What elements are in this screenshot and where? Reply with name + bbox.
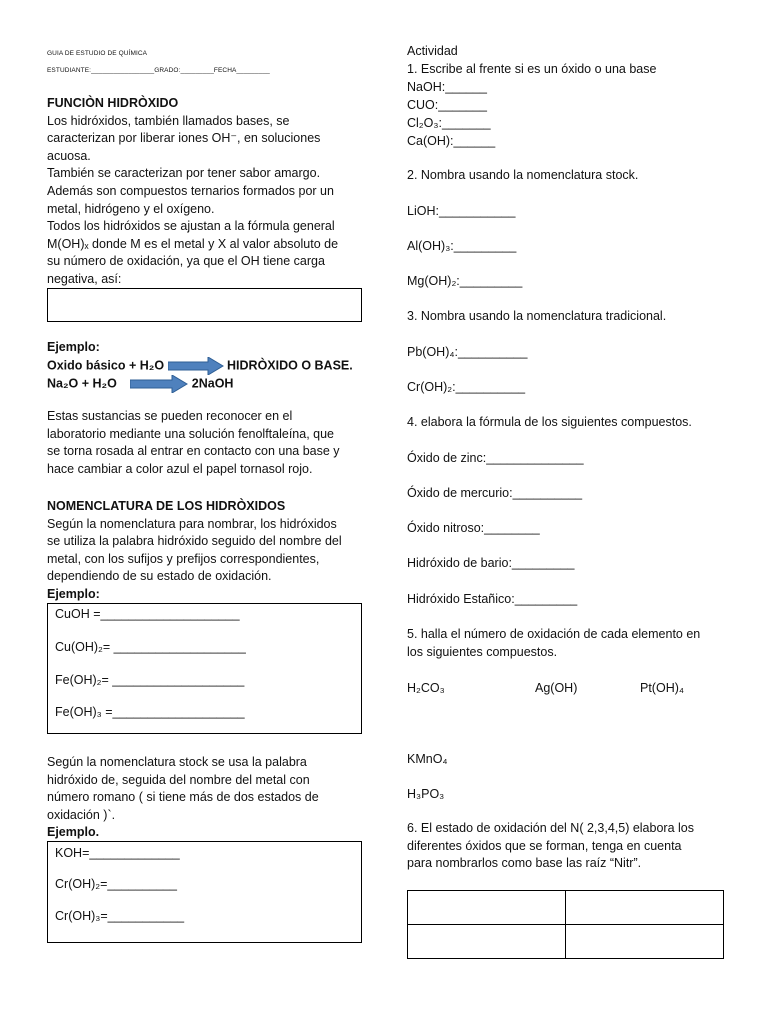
answer-line[interactable]: NaOH:______ bbox=[407, 80, 487, 94]
exercise-item[interactable]: Fe(OH)₃ =___________________ bbox=[55, 705, 245, 719]
activity-title: Actividad bbox=[407, 44, 458, 58]
arrow-right-icon bbox=[168, 357, 224, 375]
table-row bbox=[408, 925, 724, 959]
question-6-line: 6. El estado de oxidación del N( 2,3,4,5) elabora los bbox=[407, 821, 694, 835]
answer-line[interactable]: Óxido nitroso:________ bbox=[407, 521, 540, 535]
text-line: laboratorio mediante una solución fenolftaleína, que bbox=[47, 426, 335, 441]
question-6-line: para nombrarlos como base las raíz “Nitr”. bbox=[407, 856, 642, 871]
text-line: negativa, así: bbox=[47, 271, 122, 286]
section-heading-nomenclature: NOMENCLATURA DE LOS HIDRÒXIDOS bbox=[47, 499, 286, 513]
exercise-box-traditional bbox=[47, 603, 362, 734]
lab-paragraph bbox=[47, 408, 367, 478]
answer-line[interactable]: Ca(OH):______ bbox=[407, 134, 496, 148]
answer-line[interactable]: LiOH:___________ bbox=[407, 204, 516, 218]
question-5-line: 5. halla el número de oxidación de cada elemento en bbox=[407, 627, 701, 641]
table-row bbox=[408, 891, 724, 925]
compound: KMnO₄ bbox=[407, 752, 448, 766]
guide-title: GUIA DE ESTUDIO DE QUÍMICA bbox=[47, 50, 148, 57]
text-line: Estas sustancias se pueden reconocer en el bbox=[47, 409, 293, 423]
text-line: caracterizan por liberar iones OH⁻, en soluciones bbox=[47, 131, 321, 146]
table-cell[interactable] bbox=[408, 891, 566, 925]
nomenclature-section bbox=[47, 498, 367, 604]
compound: Pt(OH)₄ bbox=[640, 681, 684, 695]
reaction-reactants: Oxido básico + H₂O bbox=[47, 357, 165, 372]
text-line: hace cambiar a color azul el papel tornasol rojo. bbox=[47, 461, 313, 476]
text-line: También se caracterizan por tener sabor amargo. bbox=[47, 166, 321, 181]
question-6-line: diferentes óxidos que se forman, tenga en cuenta bbox=[407, 838, 682, 853]
answer-line[interactable]: Mg(OH)₂:_________ bbox=[407, 274, 523, 288]
reaction-general bbox=[47, 357, 367, 375]
exercise-item[interactable]: CuOH =____________________ bbox=[55, 607, 240, 621]
exercise-item[interactable]: KOH=_____________ bbox=[55, 846, 180, 860]
question-3: 3. Nombra usando la nomenclatura tradicional. bbox=[407, 309, 667, 323]
text-line: se utiliza la palabra hidróxido seguido del nombre del bbox=[47, 534, 342, 549]
text-line: hidróxido de, seguida del nombre del metal con bbox=[47, 772, 310, 787]
table-cell[interactable] bbox=[566, 925, 724, 959]
answer-line[interactable]: Pb(OH)₄:__________ bbox=[407, 345, 528, 359]
table-cell[interactable] bbox=[408, 925, 566, 959]
compound: H₃PO₃ bbox=[407, 787, 445, 801]
text-line: M(OH)ₓ donde M es el metal y X al valor absoluto de bbox=[47, 236, 339, 251]
text-line: Según la nomenclatura para nombrar, los hidróxidos bbox=[47, 516, 337, 531]
text-line: se torna rosada al entrar en contacto con una base y bbox=[47, 444, 340, 459]
compound: Ag(OH) bbox=[535, 681, 578, 695]
compound: H₂CO₃ bbox=[407, 681, 445, 695]
formula-answer-box[interactable] bbox=[47, 288, 362, 322]
intro-paragraph bbox=[47, 113, 367, 289]
table-cell[interactable] bbox=[566, 891, 724, 925]
question-5-line: los siguientes compuestos. bbox=[407, 645, 558, 659]
question-1: 1. Escribe al frente si es un óxido o una base bbox=[407, 62, 657, 76]
reaction-reactants: Na₂O + H₂O bbox=[47, 375, 117, 390]
answer-table bbox=[407, 890, 724, 959]
example-label: Ejemplo: bbox=[47, 340, 100, 354]
section-heading-hydroxide: FUNCIÒN HIDRÒXIDO bbox=[47, 96, 179, 110]
student-info-line: ESTUDIANTE:_________________GRADO:_________FECHA_________ bbox=[47, 67, 270, 74]
exercise-box-stock bbox=[47, 841, 362, 943]
text-line: oxidación )`. bbox=[47, 807, 116, 822]
answer-line[interactable]: Cl₂O₃:_______ bbox=[407, 116, 491, 130]
text-line: metal, hidrógeno y el oxígeno. bbox=[47, 201, 215, 216]
answer-line[interactable]: Hidróxido Estañico:_________ bbox=[407, 592, 578, 606]
exercise-item[interactable]: Cr(OH)₃=___________ bbox=[55, 909, 185, 923]
example-label: Ejemplo. bbox=[47, 825, 100, 840]
stock-paragraph bbox=[47, 754, 367, 842]
text-line: su número de oxidación, ya que el OH tiene carga bbox=[47, 254, 325, 269]
example-reactions bbox=[47, 339, 367, 393]
reaction-example bbox=[47, 375, 367, 393]
answer-line[interactable]: Cr(OH)₂:__________ bbox=[407, 380, 526, 394]
exercise-item[interactable]: Cr(OH)₂=__________ bbox=[55, 877, 177, 891]
reaction-product: 2NaOH bbox=[191, 375, 234, 390]
answer-line[interactable]: Óxido de zinc:______________ bbox=[407, 451, 584, 465]
answer-line[interactable]: Óxido de mercurio:__________ bbox=[407, 486, 583, 500]
text-line: Los hidróxidos, también llamados bases, se bbox=[47, 113, 290, 128]
question-4: 4. elabora la fórmula de los siguientes compuestos. bbox=[407, 415, 692, 429]
answer-line[interactable]: CUO:_______ bbox=[407, 98, 487, 112]
example-label: Ejemplo: bbox=[47, 586, 100, 601]
text-line: Además son compuestos ternarios formados por un bbox=[47, 183, 334, 198]
reaction-product: HIDRÒXIDO O BASE. bbox=[227, 357, 353, 372]
left-column bbox=[47, 95, 367, 289]
text-line: número romano ( si tiene más de dos estados de bbox=[47, 790, 319, 805]
exercise-item[interactable]: Fe(OH)₂= ___________________ bbox=[55, 673, 245, 687]
text-line: dependiendo de su estado de oxidación. bbox=[47, 569, 272, 584]
text-line: Todos los hidróxidos se ajustan a la fórmula general bbox=[47, 219, 335, 234]
exercise-item[interactable]: Cu(OH)₂= ___________________ bbox=[55, 640, 246, 654]
answer-line[interactable]: Al(OH)₃:_________ bbox=[407, 239, 517, 253]
text-line: metal, con los sufijos y prefijos correspondientes, bbox=[47, 551, 320, 566]
question-2: 2. Nombra usando la nomenclatura stock. bbox=[407, 168, 639, 182]
answer-line[interactable]: Hidróxido de bario:_________ bbox=[407, 556, 575, 570]
question-6 bbox=[407, 820, 737, 873]
text-line: acuosa. bbox=[47, 148, 91, 163]
text-line: Según la nomenclatura stock se usa la palabra bbox=[47, 755, 307, 769]
arrow-right-icon bbox=[130, 375, 188, 393]
